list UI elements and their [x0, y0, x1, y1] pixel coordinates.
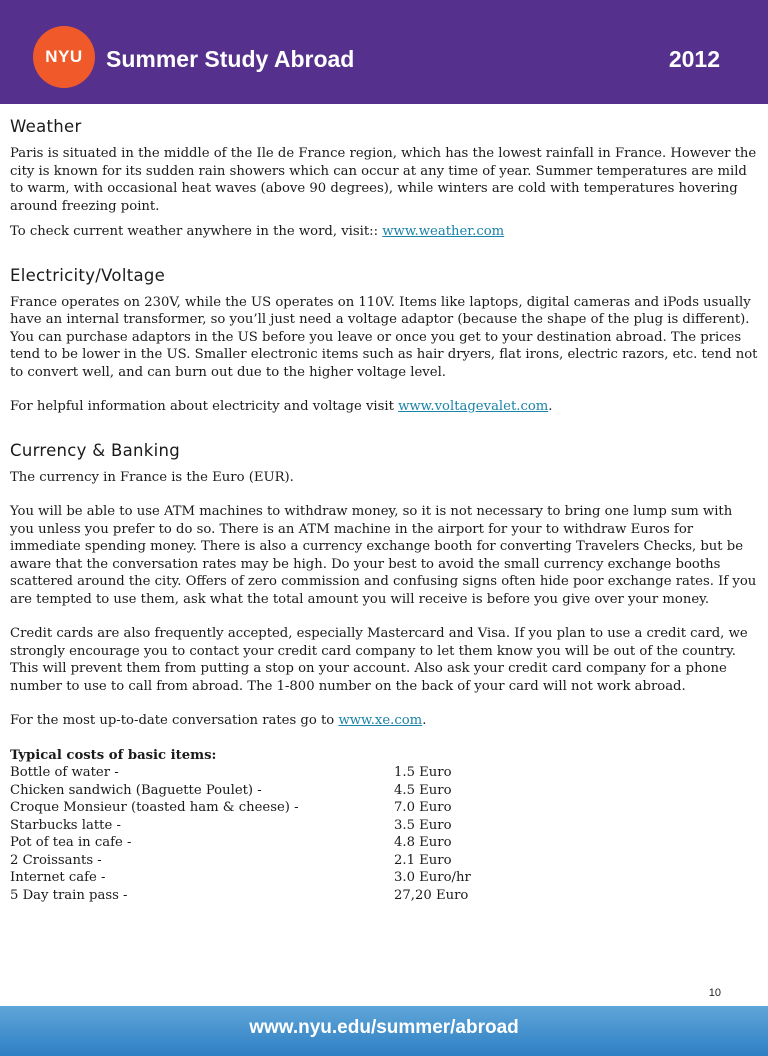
page-footer: [0, 1006, 768, 1056]
voltagevalet-link[interactable]: www.voltagevalet.com: [398, 399, 549, 414]
electricity-heading: Electricity/Voltage: [10, 265, 166, 285]
currency-rates-end: .: [422, 713, 427, 728]
cost-row: [10, 799, 758, 817]
cost-price: 4.5 Euro: [394, 782, 452, 798]
cost-item: 5 Day train pass -: [10, 887, 128, 903]
cost-item: Croque Monsieur (toasted ham & cheese) -: [10, 800, 299, 815]
cost-item: Pot of tea in cafe -: [10, 835, 132, 850]
currency-heading: Currency & Banking: [10, 440, 181, 460]
cost-price: 3.5 Euro: [394, 817, 452, 833]
electricity-info-text: For helpful information about electricity and voltage visit: [10, 399, 399, 414]
electricity-paragraph: France operates on 230V, while the US operates on 110V. Items like laptops, digital cameras and iPods usually have an internal transformer, so you’ll just need a voltage adaptor (because the shape of the plug is different). You can purchase adaptors in the US before you leave or once you get to your destination abroad. The prices tend to be lower in the US. Smaller electronic items such as hair dryers, flat irons, electric razors, etc. tend not to convert well, and can burn out due to the higher voltage level.: [10, 294, 758, 380]
cost-item: Bottle of water -: [10, 765, 119, 780]
page-content: [10, 116, 758, 904]
cost-price: 27,20 Euro: [394, 887, 469, 903]
electricity-link-line: [10, 398, 758, 416]
footer-url-link[interactable]: www.nyu.edu/summer/abroad: [249, 1017, 519, 1038]
cost-row: [10, 887, 758, 905]
cost-price: 4.8 Euro: [394, 835, 452, 850]
currency-rates-text: For the most up-to-date conversation rates go to: [10, 713, 339, 728]
page-number: 10: [708, 987, 721, 999]
cost-item: 2 Croissants -: [10, 852, 102, 868]
cost-price: 1.5 Euro: [394, 765, 452, 780]
currency-paragraph-1: The currency in France is the Euro (EUR).: [10, 469, 294, 485]
cost-row: [10, 869, 758, 887]
xe-link[interactable]: www.xe.com: [338, 713, 423, 728]
page-header: [0, 0, 768, 104]
weather-check-text: To check current weather anywhere in the word, visit::: [10, 224, 383, 239]
weather-paragraph: Paris is situated in the middle of the Ile de France region, which has the lowest rainfall in France. However the city is known for its sudden rain showers which can occur at any time of year. Summer temperatures are mild to warm, with occasional heat waves (above 90 degrees), while winters are cold with temperatures hovering around freezing point.: [10, 146, 757, 214]
costs-title: Typical costs of basic items:: [10, 747, 217, 763]
currency-section: [10, 440, 758, 905]
currency-paragraph-3: Credit cards are also frequently accepted, especially Mastercard and Visa. If you plan to use a credit card, we strongly encourage you to contact your credit card company to let them know you will be out of the country. This will prevent them from putting a stop on your account. Also ask your credit card company for a phone number to use to call from abroad. The 1-800 number on the back of your card will not work abroad.: [10, 626, 748, 694]
electricity-section: [10, 265, 758, 416]
cost-row: [10, 852, 758, 870]
cost-item: Chicken sandwich (Baguette Poulet) -: [10, 782, 262, 798]
weather-section: [10, 116, 758, 241]
cost-price: 3.0 Euro/hr: [394, 870, 471, 885]
weather-link-line: [10, 223, 758, 241]
cost-price: 2.1 Euro: [394, 852, 452, 868]
costs-list: [10, 764, 758, 904]
weather-link[interactable]: www.weather.com: [382, 224, 505, 239]
nyu-logo: NYU: [33, 26, 95, 88]
currency-link-line: [10, 712, 758, 730]
cost-item: Internet cafe -: [10, 870, 106, 885]
header-title: Summer Study Abroad: [106, 46, 355, 72]
header-year: 2012: [668, 46, 720, 72]
currency-paragraph-2: You will be able to use ATM machines to withdraw money, so it is not necessary to bring one lump sum with you unless you prefer to do so. There is an ATM machine in the airport for your to withdraw Euros for immediate spending money. There is also a currency exchange booth for converting Travelers Checks, but be aware that the conversation rates may be high. Do your best to avoid the small currency exchange booths scattered around the city. Offers of zero commission and confusing signs often hide poor exchange rates. If you are tempted to use them, ask what the total amount you will receive is before you give over your money.: [10, 504, 757, 607]
cost-item: Starbucks latte -: [10, 817, 121, 833]
cost-row: [10, 782, 758, 800]
cost-row: [10, 817, 758, 835]
cost-row: [10, 764, 758, 782]
weather-heading: Weather: [10, 117, 82, 136]
electricity-info-end: .: [548, 399, 553, 414]
cost-row: [10, 834, 758, 852]
cost-price: 7.0 Euro: [394, 800, 452, 815]
